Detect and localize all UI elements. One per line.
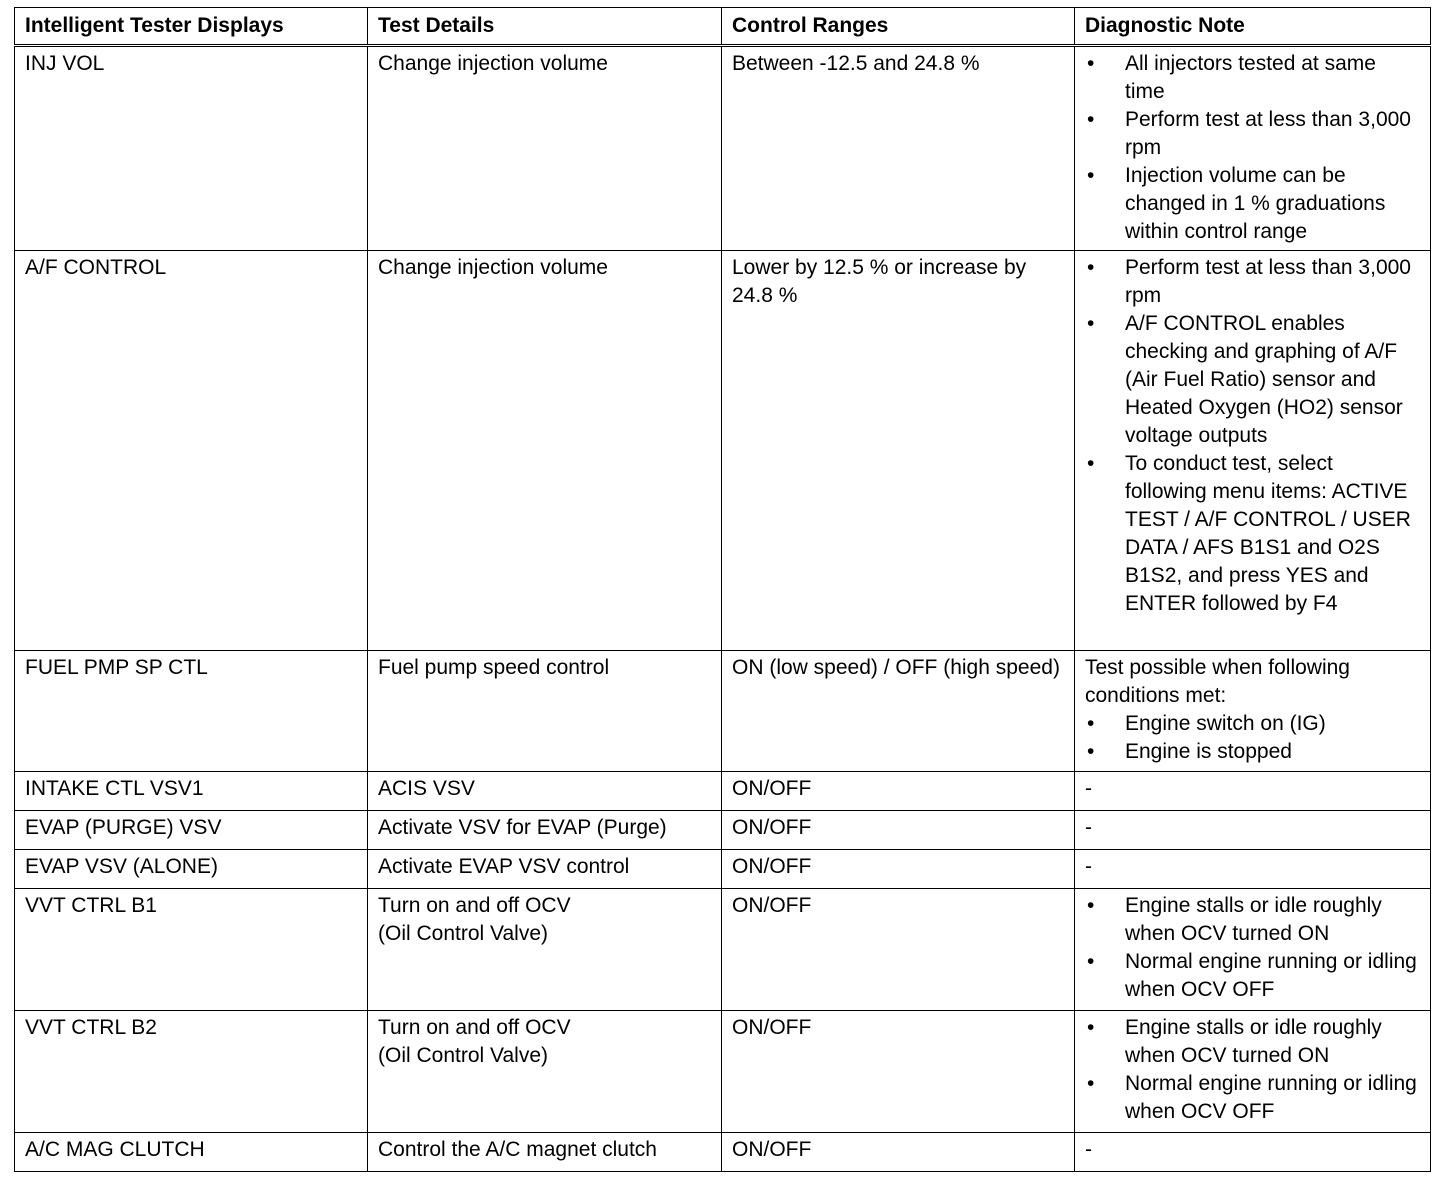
note-bullet: • Perform test at less than 3,000 rpm	[1085, 254, 1420, 310]
note-bullet: • Engine stalls or idle roughly when OCV turned ON	[1085, 892, 1420, 948]
cell-diagnostic-note	[1075, 772, 1431, 811]
table-row	[15, 772, 1431, 811]
cell-display: A/F CONTROL	[15, 251, 368, 651]
note-text: -	[1085, 855, 1092, 878]
header-diagnostic-note: Diagnostic Note	[1075, 8, 1431, 46]
cell-control-range: ON/OFF	[722, 850, 1075, 889]
cell-test-details	[368, 251, 722, 651]
note-bullet-list	[1085, 1014, 1420, 1126]
note-bullet: • Normal engine running or idling when OCV OFF	[1085, 1070, 1420, 1126]
table-row	[15, 1011, 1431, 1133]
cell-display: VVT CTRL B2	[15, 1011, 368, 1133]
table-row	[15, 850, 1431, 889]
cell-control-range: ON (low speed) / OFF (high speed)	[722, 651, 1075, 772]
cell-diagnostic-note	[1075, 850, 1431, 889]
cell-test-details	[368, 1011, 722, 1133]
note-bullet: • To conduct test, select following menu items: ACTIVE TEST / A/F CONTROL / USER DATA / AFS B1S1 and O2S B1S2, and press YES and ENTER followed by F4	[1085, 450, 1420, 618]
test-details-line: Change injection volume	[378, 256, 608, 279]
cell-diagnostic-note	[1075, 1133, 1431, 1172]
cell-control-range: Lower by 12.5 % or increase by 24.8 %	[722, 251, 1075, 651]
test-details-line: Activate VSV for EVAP (Purge)	[378, 816, 667, 839]
test-details-line: Change injection volume	[378, 52, 608, 75]
cell-control-range: ON/OFF	[722, 772, 1075, 811]
table-row	[15, 651, 1431, 772]
cell-test-details	[368, 1133, 722, 1172]
test-details-line: Turn on and off OCV	[378, 1016, 571, 1039]
cell-display: INJ VOL	[15, 46, 368, 251]
cell-control-range: ON/OFF	[722, 889, 1075, 1011]
note-bullet: • Engine switch on (IG)	[1085, 710, 1420, 738]
note-bullet: • All injectors tested at same time	[1085, 50, 1420, 106]
note-bullet: • Injection volume can be changed in 1 % graduations within control range	[1085, 162, 1420, 246]
test-details-line: Activate EVAP VSV control	[378, 855, 630, 878]
note-bullet: • Engine is stopped	[1085, 738, 1420, 766]
test-details-line: Control the A/C magnet clutch	[378, 1138, 657, 1161]
note-bullet: • A/F CONTROL enables checking and graphing of A/F (Air Fuel Ratio) sensor and Heated Oxygen (HO2) sensor voltage outputs	[1085, 310, 1420, 450]
cell-display: A/C MAG CLUTCH	[15, 1133, 368, 1172]
cell-display: INTAKE CTL VSV1	[15, 772, 368, 811]
table-row	[15, 251, 1431, 651]
cell-display: EVAP (PURGE) VSV	[15, 811, 368, 850]
cell-diagnostic-note	[1075, 1011, 1431, 1133]
cell-test-details	[368, 46, 722, 251]
cell-diagnostic-note	[1075, 46, 1431, 251]
cell-test-details	[368, 651, 722, 772]
cell-diagnostic-note	[1075, 251, 1431, 651]
note-text: -	[1085, 816, 1092, 839]
table-row	[15, 811, 1431, 850]
cell-test-details	[368, 811, 722, 850]
table-row	[15, 889, 1431, 1011]
note-bullet: • Perform test at less than 3,000 rpm	[1085, 106, 1420, 162]
cell-control-range: ON/OFF	[722, 811, 1075, 850]
table-row	[15, 46, 1431, 251]
note-text: -	[1085, 777, 1092, 800]
note-bullet-list	[1085, 254, 1420, 618]
cell-control-range: Between -12.5 and 24.8 %	[722, 46, 1075, 251]
note-text: Test possible when following conditions met:	[1085, 656, 1350, 707]
header-test-details: Test Details	[368, 8, 722, 46]
note-bullet: • Engine stalls or idle roughly when OCV turned ON	[1085, 1014, 1420, 1070]
cell-diagnostic-note	[1075, 811, 1431, 850]
cell-display: VVT CTRL B1	[15, 889, 368, 1011]
test-details-line: Turn on and off OCV	[378, 894, 571, 917]
table-row	[15, 1133, 1431, 1172]
cell-test-details	[368, 850, 722, 889]
cell-test-details	[368, 889, 722, 1011]
note-bullet-list	[1085, 710, 1420, 766]
cell-control-range: ON/OFF	[722, 1011, 1075, 1133]
cell-display: EVAP VSV (ALONE)	[15, 850, 368, 889]
test-details-line: (Oil Control Valve)	[378, 1044, 548, 1067]
cell-diagnostic-note	[1075, 651, 1431, 772]
header-row	[15, 8, 1431, 46]
cell-display: FUEL PMP SP CTL	[15, 651, 368, 772]
note-bullet: • Normal engine running or idling when OCV OFF	[1085, 948, 1420, 1004]
header-displays: Intelligent Tester Displays	[15, 8, 368, 46]
test-details-line: Fuel pump speed control	[378, 656, 610, 679]
note-bullet-list	[1085, 892, 1420, 1004]
test-details-line: (Oil Control Valve)	[378, 922, 548, 945]
note-text: -	[1085, 1138, 1092, 1161]
note-bullet-list	[1085, 50, 1420, 246]
cell-test-details	[368, 772, 722, 811]
active-test-table	[14, 7, 1431, 1172]
header-control-ranges: Control Ranges	[722, 8, 1075, 46]
cell-diagnostic-note	[1075, 889, 1431, 1011]
cell-control-range: ON/OFF	[722, 1133, 1075, 1172]
test-details-line: ACIS VSV	[378, 777, 475, 800]
